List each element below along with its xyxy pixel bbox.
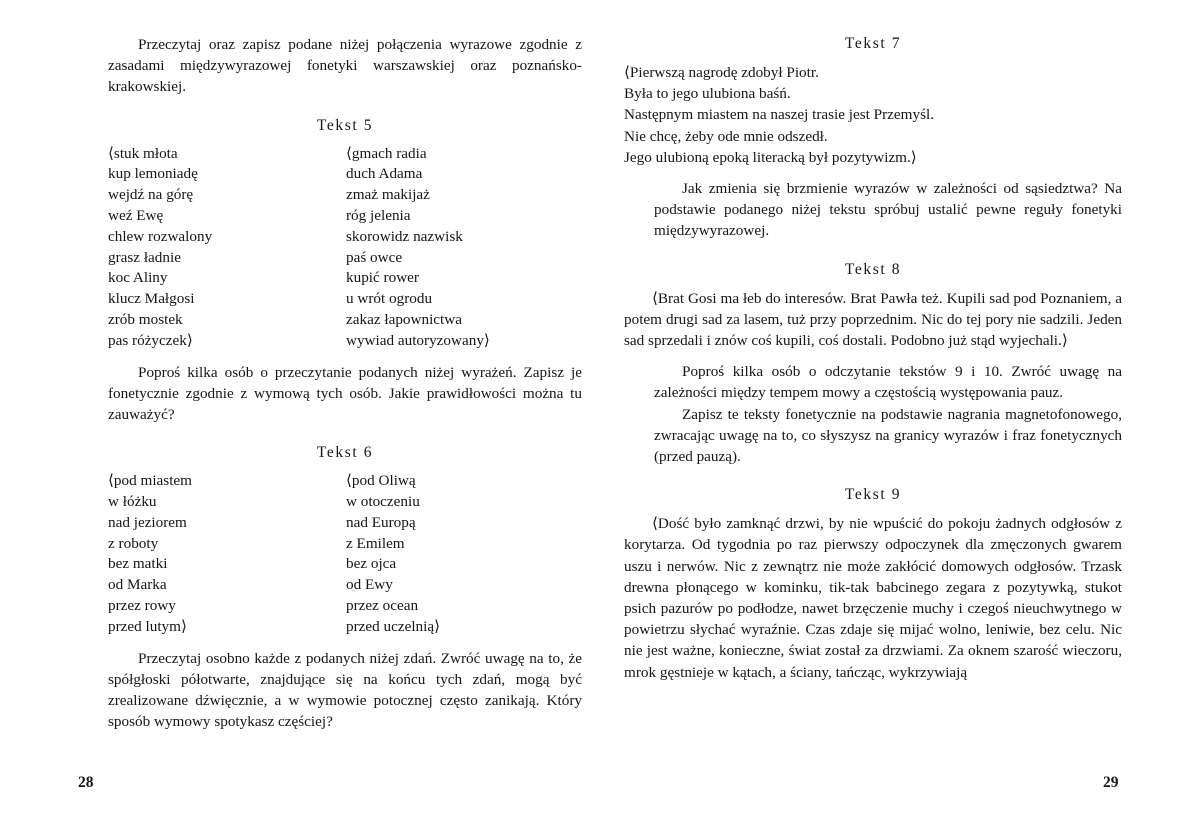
text6-left-phrase: przed lutym⟩	[108, 617, 187, 635]
text5-right-phrase: u wrót ogrodu	[346, 290, 433, 308]
text5-right-phrase: zmaż makijaż	[346, 186, 430, 204]
text5-left-phrase: klucz Małgosi	[108, 290, 195, 308]
text6-row	[108, 596, 582, 617]
instruction-paragraph-2: Poproś kilka osób o przeczytanie podanych niżej wyrażeń. Zapisz je fonetycznie zgodnie z wymową tych osób. Jakie prawidłowości można tu zauważyć?	[108, 363, 582, 423]
text5-right-phrase: duch Adama	[346, 165, 423, 183]
text6-right-phrase: przed uczelnią⟩	[346, 617, 441, 635]
text5-left-phrase: chlew rozwalony	[108, 227, 213, 245]
text6-right-phrase: nad Europą	[346, 513, 416, 531]
right-paragraph-1: Jak zmienia się brzmienie wyrazów w zależności od sąsiedztwa? Na podstawie podanego niżej tekstu spróbuj ustalić pewne reguły fonetyki międzywyrazowej.	[654, 180, 1122, 240]
text5-right-phrase: skorowidz nazwisk	[346, 227, 463, 245]
text5-row	[108, 289, 582, 310]
page-number-left: 28	[78, 774, 94, 791]
page-number-right: 29	[1103, 774, 1119, 791]
text8-body: ⟨Brat Gosi ma łeb do interesów. Brat Pawła też. Kupili sad pod Poznaniem, a potem drugi sad za lasem, tuż przy poprzednim. Nic do tej pory nie sadzili. Jeden sad sprzedali i znów coś kupili, coś dostali. Podobno już stąd wyjechali.⟩	[624, 289, 1122, 350]
right-page-column	[624, 34, 1122, 683]
text5-left-phrase: wejdź na górę	[108, 186, 194, 204]
text7-lines	[624, 62, 1122, 168]
text5-row	[108, 248, 582, 269]
text5-row	[108, 185, 582, 206]
text5-row	[108, 164, 582, 185]
text6-left-phrase: nad jeziorem	[108, 513, 187, 531]
text6-left-phrase: przez rowy	[108, 596, 176, 614]
text7-heading: Tekst 7	[844, 35, 902, 52]
text5-left-phrase: zrób mostek	[108, 310, 183, 328]
book-gutter	[598, 0, 600, 825]
text6-left-phrase: bez matki	[108, 555, 168, 573]
text6-heading: Tekst 6	[316, 444, 374, 462]
text7-line: Następnym miastem na naszej trasie jest Przemyśl.	[624, 106, 934, 124]
text5-left-phrase: koc Aliny	[108, 269, 168, 287]
text6-right-phrase: przez ocean	[346, 596, 419, 614]
text5-right-phrase: zakaz łapownictwa	[346, 310, 462, 328]
text6-left-phrase: ⟨pod miastem	[108, 472, 192, 490]
left-page-column	[108, 34, 582, 732]
text5-left-phrase: ⟨stuk młota	[108, 144, 178, 162]
text5-right-phrase: wywiad autoryzowany⟩	[346, 331, 490, 349]
text5-row	[108, 227, 582, 248]
text6-table	[108, 471, 582, 637]
right-paragraph-3: Zapisz te teksty fonetycznie na podstawie nagrania magnetofonowego, zwracając uwagę na to, co słyszysz na granicy wyrazów i fraz fonetycznych (przed pauzą).	[654, 405, 1122, 466]
text5-right-phrase: róg jelenia	[346, 207, 411, 224]
text6-right-phrase: w otoczeniu	[346, 492, 420, 510]
text6-left-phrase: z roboty	[108, 534, 159, 552]
text6-left-phrase: w łóżku	[108, 492, 157, 510]
text9-heading: Tekst 9	[844, 486, 902, 504]
text5-left-phrase: pas różyczek⟩	[108, 331, 193, 349]
text7-line: Jego ulubioną epoką literacką był pozytywizm.⟩	[624, 148, 917, 166]
text7-line: ⟨Pierwszą nagrodę zdobył Piotr.	[624, 64, 819, 81]
text5-row	[108, 331, 582, 352]
text8-heading: Tekst 8	[844, 260, 902, 278]
text7-line: Była to jego ulubiona baśń.	[624, 85, 791, 103]
text6-row	[108, 471, 582, 492]
text9-body: ⟨Dość było zamknąć drzwi, by nie wpuścić do pokoju żadnych odgłosów z korytarza. Od tygodnia po raz pierwszy odpoczynek dla zmęczonych gwarem uszu i nerwów. Nic z zewnątrz nie może zakłócić domowych odgłosów. Trzask drewna płonącego w kominku, tik-tak babcinego zegara z pozytywką, stukot psich pazurów po podłodze, nawet brzęczenie muchy i czegoś nieuchwytnego w powietrzu słychać wyraźnie. Czas zdaje się mijać wolno, leniwie, bez celu. Nic nie jest ważne, konieczne, świat został za drzwiami. Za oknem szarość wieczoru, mrok gęstnieje w kątach, a ściany, tańcząc, wykrzywiają	[624, 515, 1122, 681]
text5-heading: Tekst 5	[316, 116, 374, 134]
text5-row	[108, 144, 582, 165]
text6-right-phrase: z Emilem	[346, 534, 405, 552]
text6-right-phrase: bez ojca	[346, 555, 397, 573]
text6-right-phrase: od Ewy	[346, 576, 393, 594]
text5-right-phrase: paś owce	[346, 248, 403, 266]
text5-right-phrase: kupić rower	[346, 269, 419, 287]
text5-row	[108, 310, 582, 331]
text5-row	[108, 268, 582, 289]
right-paragraph-2: Poproś kilka osób o odczytanie tekstów 9 i 10. Zwróć uwagę na zależności między tempem mowy a częstością występowania pauz.	[654, 363, 1122, 402]
text5-right-phrase: ⟨gmach radia	[346, 144, 427, 162]
text5-table	[108, 144, 582, 352]
intro-paragraph: Przeczytaj oraz zapisz podane niżej połączenia wyrazowe zgodnie z zasadami międzywyrazowej fonetyki warszawskiej oraz poznańsko-krakowskiej.	[108, 36, 582, 96]
text5-left-phrase: kup lemoniadę	[108, 165, 198, 183]
text6-row	[108, 554, 582, 575]
text6-left-phrase: od Marka	[108, 576, 167, 594]
text5-left-phrase: grasz ładnie	[108, 248, 181, 266]
text6-row	[108, 575, 582, 596]
text6-row	[108, 492, 582, 513]
text6-right-phrase: ⟨pod Oliwą	[346, 472, 416, 490]
text5-row	[108, 206, 582, 227]
text5-left-phrase: weź Ewę	[108, 207, 164, 224]
text6-row	[108, 534, 582, 555]
text6-row	[108, 513, 582, 534]
text7-line: Nie chcę, żeby ode mnie odszedł.	[624, 127, 828, 145]
text6-row	[108, 617, 582, 638]
instruction-paragraph-3: Przeczytaj osobno każde z podanych niżej zdań. Zwróć uwagę na to, że spółgłoski półotwarte, znajdujące się na końcu tych zdań, mogą być zrealizowane dźwięcznie, a w wymowie potocznej często zanikają. Który sposób wymowy spotykasz częściej?	[108, 649, 582, 731]
